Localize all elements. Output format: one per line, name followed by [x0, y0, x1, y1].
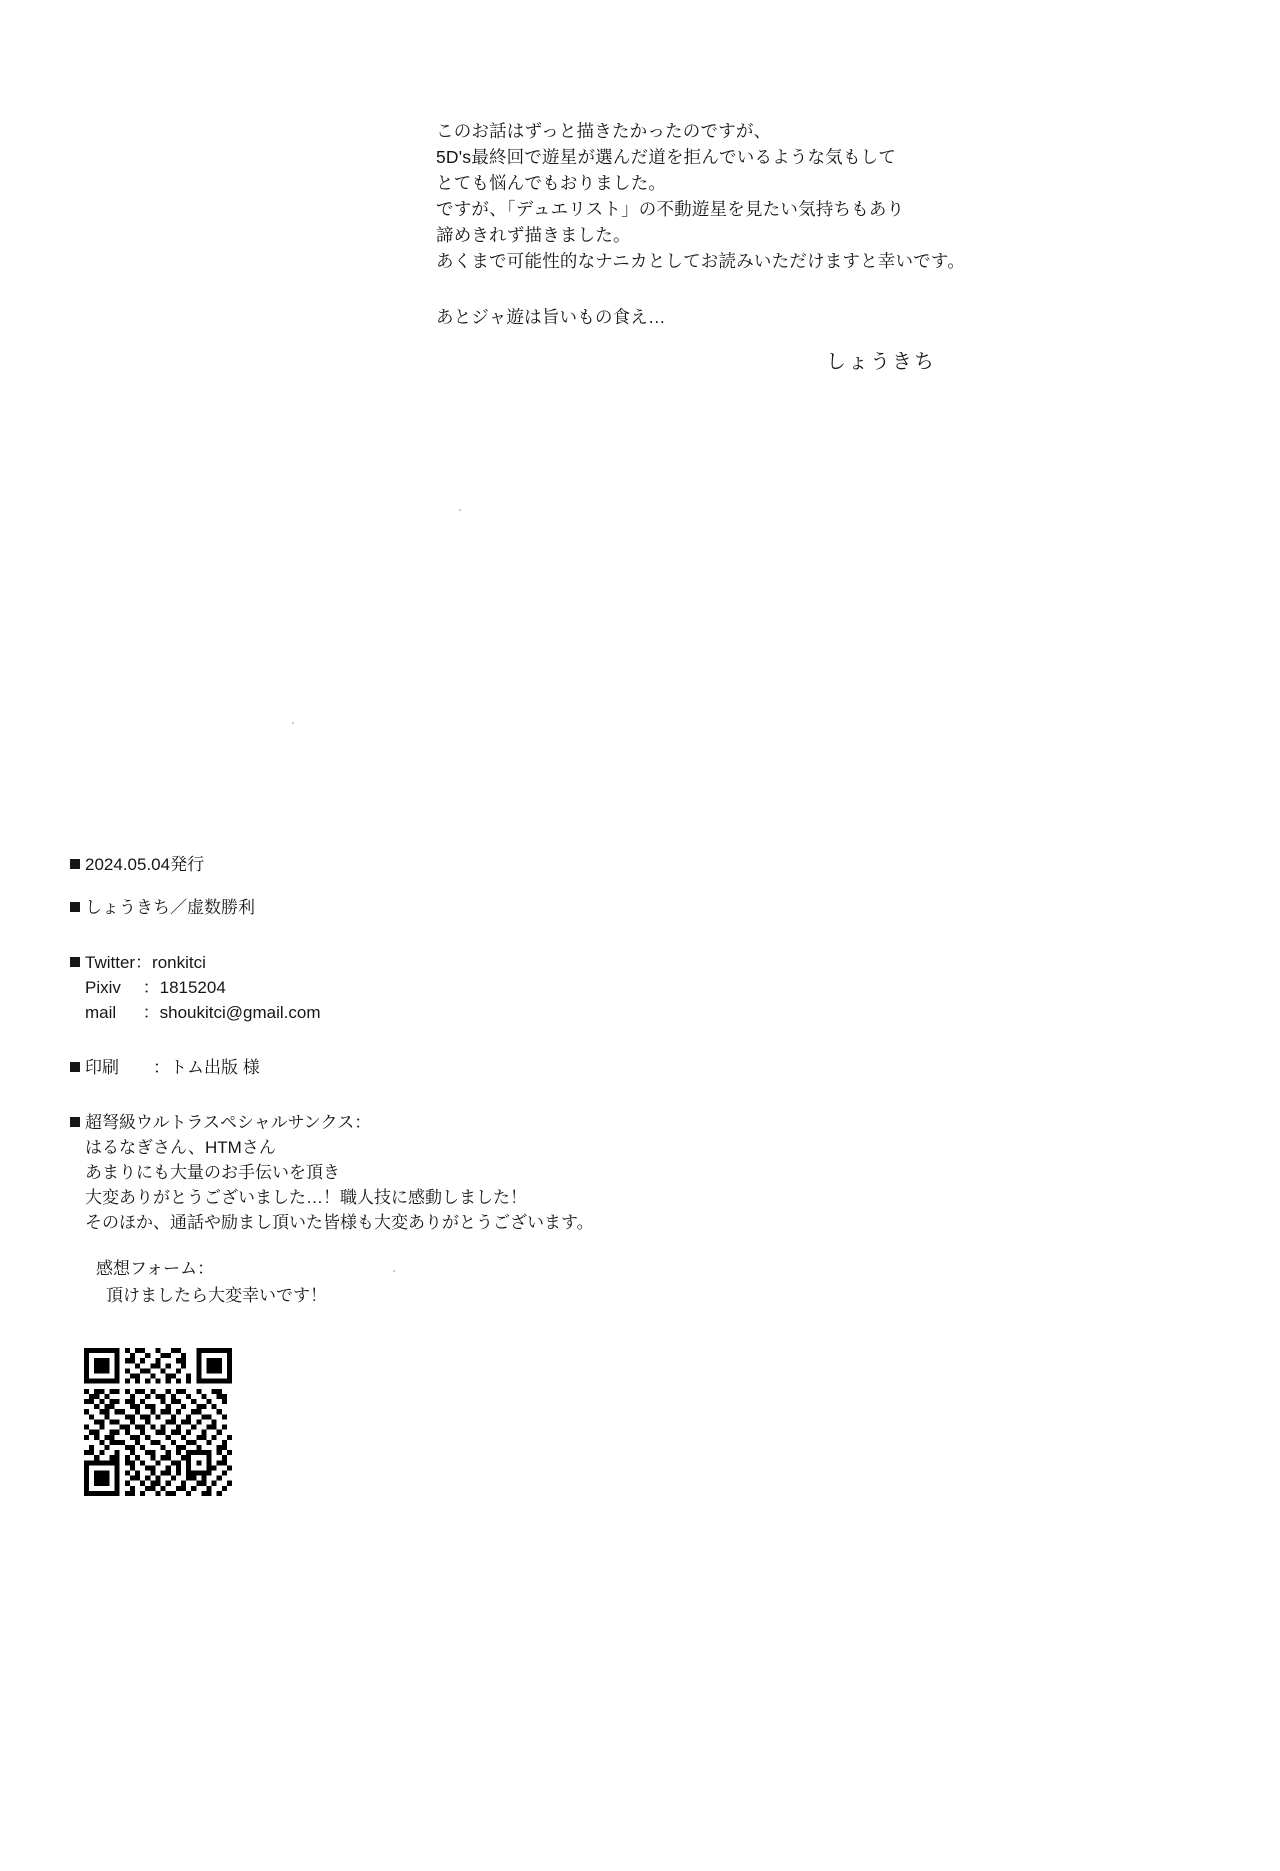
afterword-line: 諦めきれず描きました。	[436, 225, 631, 245]
square-bullet-icon	[70, 957, 80, 967]
feedback-subtitle: 頂けましたら大変幸いです！	[106, 1286, 327, 1305]
thanks-line: そのほか、通話や励まし頂いた皆様も大変ありがとうございます。	[85, 1213, 594, 1232]
spacer	[436, 274, 1016, 304]
feedback-title: 感想フォーム：	[96, 1259, 215, 1278]
circle-entry	[70, 895, 770, 920]
colophon-block	[70, 852, 770, 1257]
thanks-line: 大変ありがとうございました…！職人技に感動しました！	[85, 1188, 527, 1207]
publish-date: 2024.05.04発行	[85, 855, 205, 874]
square-bullet-icon	[70, 902, 80, 912]
contact-mail: mail ：shoukitci@gmail.com	[85, 1003, 321, 1022]
afterword-line: ですが、「デュエリスト」の不動遊星を見たい気持ちもあり	[436, 199, 905, 219]
afterword-line: あくまで可能性的なナニカとしてお読みいただけますと幸いです。	[436, 251, 965, 271]
author-signature: しょうきち	[826, 351, 936, 373]
scan-speck	[459, 509, 461, 511]
thanks-line: はるなぎさん、HTMさん	[85, 1138, 276, 1157]
contact-entry	[70, 950, 770, 1025]
qr-code[interactable]	[84, 1348, 232, 1496]
scan-speck	[393, 1270, 395, 1272]
printer-name: 印刷 ：トム出版 様	[85, 1058, 260, 1077]
square-bullet-icon	[70, 1117, 80, 1127]
afterword-line: 5D's最終回で遊星が選んだ道を拒んでいるような気もして	[436, 147, 897, 167]
printer-entry	[70, 1055, 770, 1080]
square-bullet-icon	[70, 1062, 80, 1072]
contact-twitter: Twitter：ronkitci	[85, 953, 206, 972]
feedback-block	[96, 1255, 327, 1309]
contact-pixiv: Pixiv ：1815204	[85, 978, 226, 997]
thanks-line: あまりにも大量のお手伝いを頂き	[85, 1163, 340, 1182]
publish-date-entry	[70, 852, 770, 877]
thanks-entry	[70, 1110, 770, 1235]
square-bullet-icon	[70, 859, 80, 869]
afterword-line: このお話はずっと描きたかったのですが、	[436, 121, 772, 141]
afterword-line: とても悩んでもおりました。	[436, 173, 667, 193]
scan-speck	[292, 722, 294, 724]
circle-name: しょうきち／虚数勝利	[85, 898, 255, 917]
afterword-postscript: あとジャ遊は旨いもの食え…	[436, 307, 666, 327]
thanks-title: 超弩級ウルトラスペシャルサンクス：	[85, 1113, 372, 1132]
afterword-block	[436, 118, 1016, 330]
